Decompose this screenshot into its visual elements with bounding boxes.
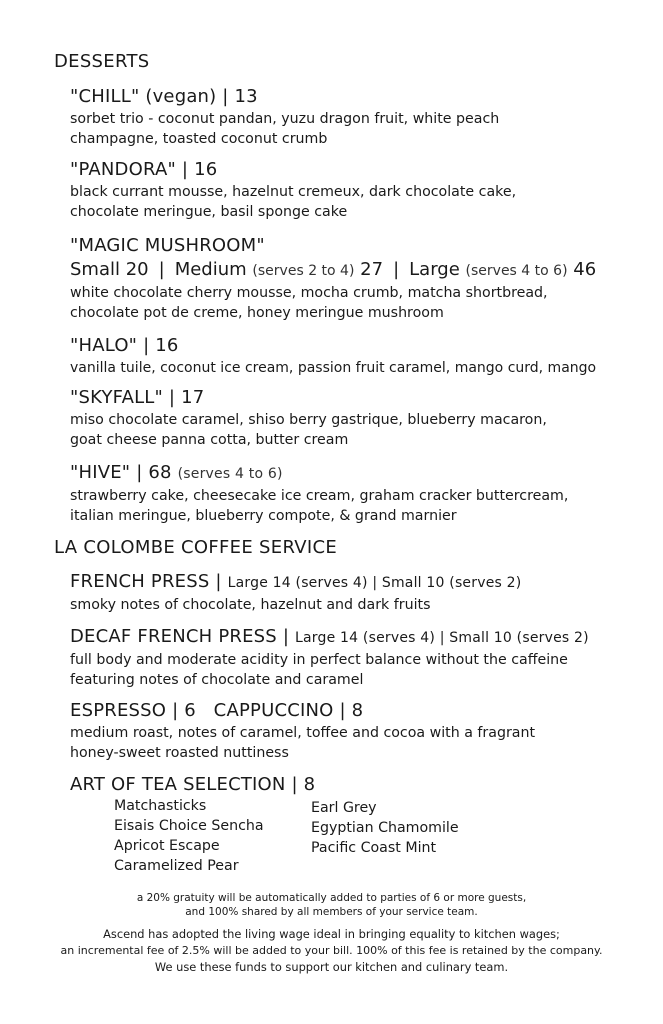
menu-item-espresso [70, 699, 655, 763]
menu-item-skyfall [70, 386, 655, 450]
menu-item-chill [70, 85, 655, 149]
menu-item-decaf-french-press [70, 625, 655, 690]
item-description: champagne, toasted coconut crumb [70, 131, 328, 147]
item-sizes: Large 14 (serves 4) | Small 10 (serves 2) [227, 575, 522, 591]
item-description: honey-sweet roasted nuttiness [70, 745, 289, 761]
size-medium-price: 27 [360, 259, 384, 280]
footer-line: Ascend has adopted the living wage ideal in bringing equality to kitchen wages; [103, 927, 560, 941]
item-title: DECAF FRENCH PRESS | [70, 626, 290, 647]
tea-list-right [311, 798, 459, 858]
size-options [70, 258, 655, 283]
item-description: strawberry cake, cheesecake ice cream, graham cracker buttercream, [70, 488, 569, 504]
footer-line: and 100% shared by all members of your service team. [185, 906, 478, 918]
size-medium-label: Medium [174, 259, 247, 280]
tea-list-left [114, 796, 264, 876]
separator: | [158, 259, 165, 280]
item-title-row [70, 625, 655, 650]
list-item: Egyptian Chamomile [311, 820, 459, 836]
size-large-note: (serves 4 to 6) [465, 263, 568, 279]
item-sizes: Large 14 (serves 4) | Small 10 (serves 2) [295, 630, 589, 646]
item-description: white chocolate cherry mousse, mocha crumb, matcha shortbread, [70, 285, 548, 301]
item-description: chocolate meringue, basil sponge cake [70, 204, 348, 220]
desserts-heading: DESSERTS [54, 51, 150, 72]
separator: | [393, 259, 400, 280]
item-title: "CHILL" (vegan) | 13 [70, 86, 258, 107]
item-title: "MAGIC MUSHROOM" [70, 235, 265, 256]
item-description: medium roast, notes of caramel, toffee and cocoa with a fragrant [70, 725, 536, 741]
menu-item-magic-mushroom [70, 234, 655, 323]
list-item: Apricot Escape [114, 838, 220, 854]
item-title: "SKYFALL" | 17 [70, 387, 205, 408]
item-description: vanilla tuile, coconut ice cream, passion fruit caramel, mango curd, mango [70, 360, 597, 376]
footer-line: a 20% gratuity will be automatically added to parties of 6 or more guests, [136, 892, 527, 904]
size-large-price: 46 [573, 259, 597, 280]
list-item: Eisais Choice Sencha [114, 818, 264, 834]
item-description: chocolate pot de creme, honey meringue mushroom [70, 305, 444, 321]
item-title: ESPRESSO | 6 CAPPUCCINO | 8 [70, 700, 364, 721]
item-title: FRENCH PRESS | [70, 571, 222, 592]
menu-item-french-press [70, 570, 655, 615]
item-description: sorbet trio - coconut pandan, yuzu dragon fruit, white peach [70, 111, 500, 127]
size-small: Small 20 [70, 259, 149, 280]
menu-item-tea [70, 773, 655, 797]
size-medium-note: (serves 2 to 4) [252, 263, 355, 279]
list-item: Matchasticks [114, 798, 207, 814]
footer-line: an incremental fee of 2.5% will be added to your bill. 100% of this fee is retained by the company. [60, 943, 603, 957]
gratuity-note [0, 891, 663, 919]
item-title-row [70, 570, 655, 595]
item-title-row [70, 461, 655, 486]
item-title: ART OF TEA SELECTION | 8 [70, 774, 316, 795]
item-title: "PANDORA" | 16 [70, 159, 218, 180]
list-item: Pacific Coast Mint [311, 840, 437, 856]
item-serving-note: (serves 4 to 6) [177, 466, 283, 482]
menu-item-hive [70, 461, 655, 526]
item-title: "HALO" | 16 [70, 335, 179, 356]
item-description: black currant mousse, hazelnut cremeux, dark chocolate cake, [70, 184, 517, 200]
item-description: full body and moderate acidity in perfect balance without the caffeine [70, 652, 568, 668]
living-wage-note [0, 926, 663, 976]
item-description: featuring notes of chocolate and caramel [70, 672, 364, 688]
item-title: "HIVE" | 68 [70, 462, 172, 483]
menu-item-halo [70, 334, 655, 378]
menu-item-pandora [70, 158, 655, 222]
footer-line: We use these funds to support our kitchen and culinary team. [154, 960, 509, 974]
list-item: Caramelized Pear [114, 858, 239, 874]
item-description: miso chocolate caramel, shiso berry gastrique, blueberry macaron, [70, 412, 547, 428]
item-description: smoky notes of chocolate, hazelnut and dark fruits [70, 597, 431, 613]
coffee-heading: LA COLOMBE COFFEE SERVICE [54, 537, 338, 558]
size-large-label: Large [409, 259, 460, 280]
list-item: Earl Grey [311, 800, 377, 816]
item-description: goat cheese panna cotta, butter cream [70, 432, 349, 448]
item-description: italian meringue, blueberry compote, & grand marnier [70, 508, 457, 524]
